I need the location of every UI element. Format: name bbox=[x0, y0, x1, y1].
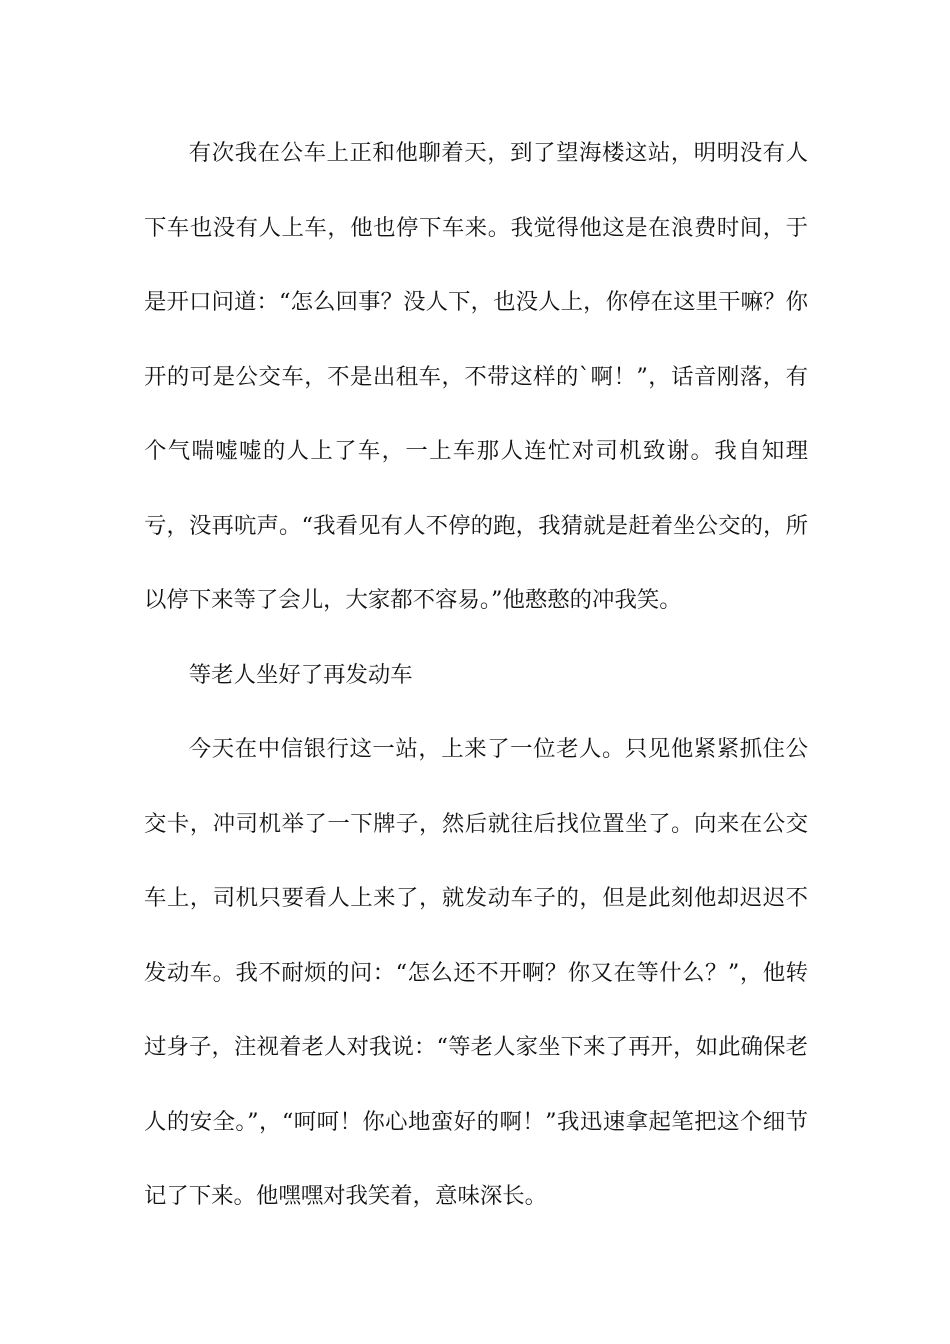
paragraph-bus-stop-wait: 有次我在公车上正和他聊着天，到了望海楼这站，明明没有人下车也没有人上车，他也停下车来。我觉得他这是在浪费时间，于是开口问道：“怎么回事？没人下，也没人上，你停在这里干嘛？你开的可是公交车，不是出租车，不带这样的`啊！”，话音刚落，有个气喘嘘嘘的人上了车，一上车那人连忙对司机致谢。我自知理亏，没再吭声。“我看见有人不停的跑，我猜就是赶着坐公交的，所以停下来等了会儿，大家都不容易。”他憨憨的冲我笑。 bbox=[144, 140, 808, 613]
paragraph-elderly-passenger: 今天在中信银行这一站，上来了一位老人。只见他紧紧抓住公交卡，冲司机举了一下牌子，然后就往后找位置坐了。向来在公交车上，司机只要看人上来了，就发动车子的，但是此刻他却迟迟不发动车。我不耐烦的问：“怎么还不开啊？你又在等什么？”，他转过身子，注视着老人对我说：“等老人家坐下来了再开，如此确保老人的安全。”，“呵呵！你心地蛮好的啊！”我迅速拿起笔把这个细节记了下来。他嘿嘿对我笑着，意味深长。 bbox=[144, 736, 808, 1209]
document-body bbox=[144, 116, 808, 1234]
section-heading-elderly: 等老人坐好了再发动车 bbox=[188, 661, 413, 688]
